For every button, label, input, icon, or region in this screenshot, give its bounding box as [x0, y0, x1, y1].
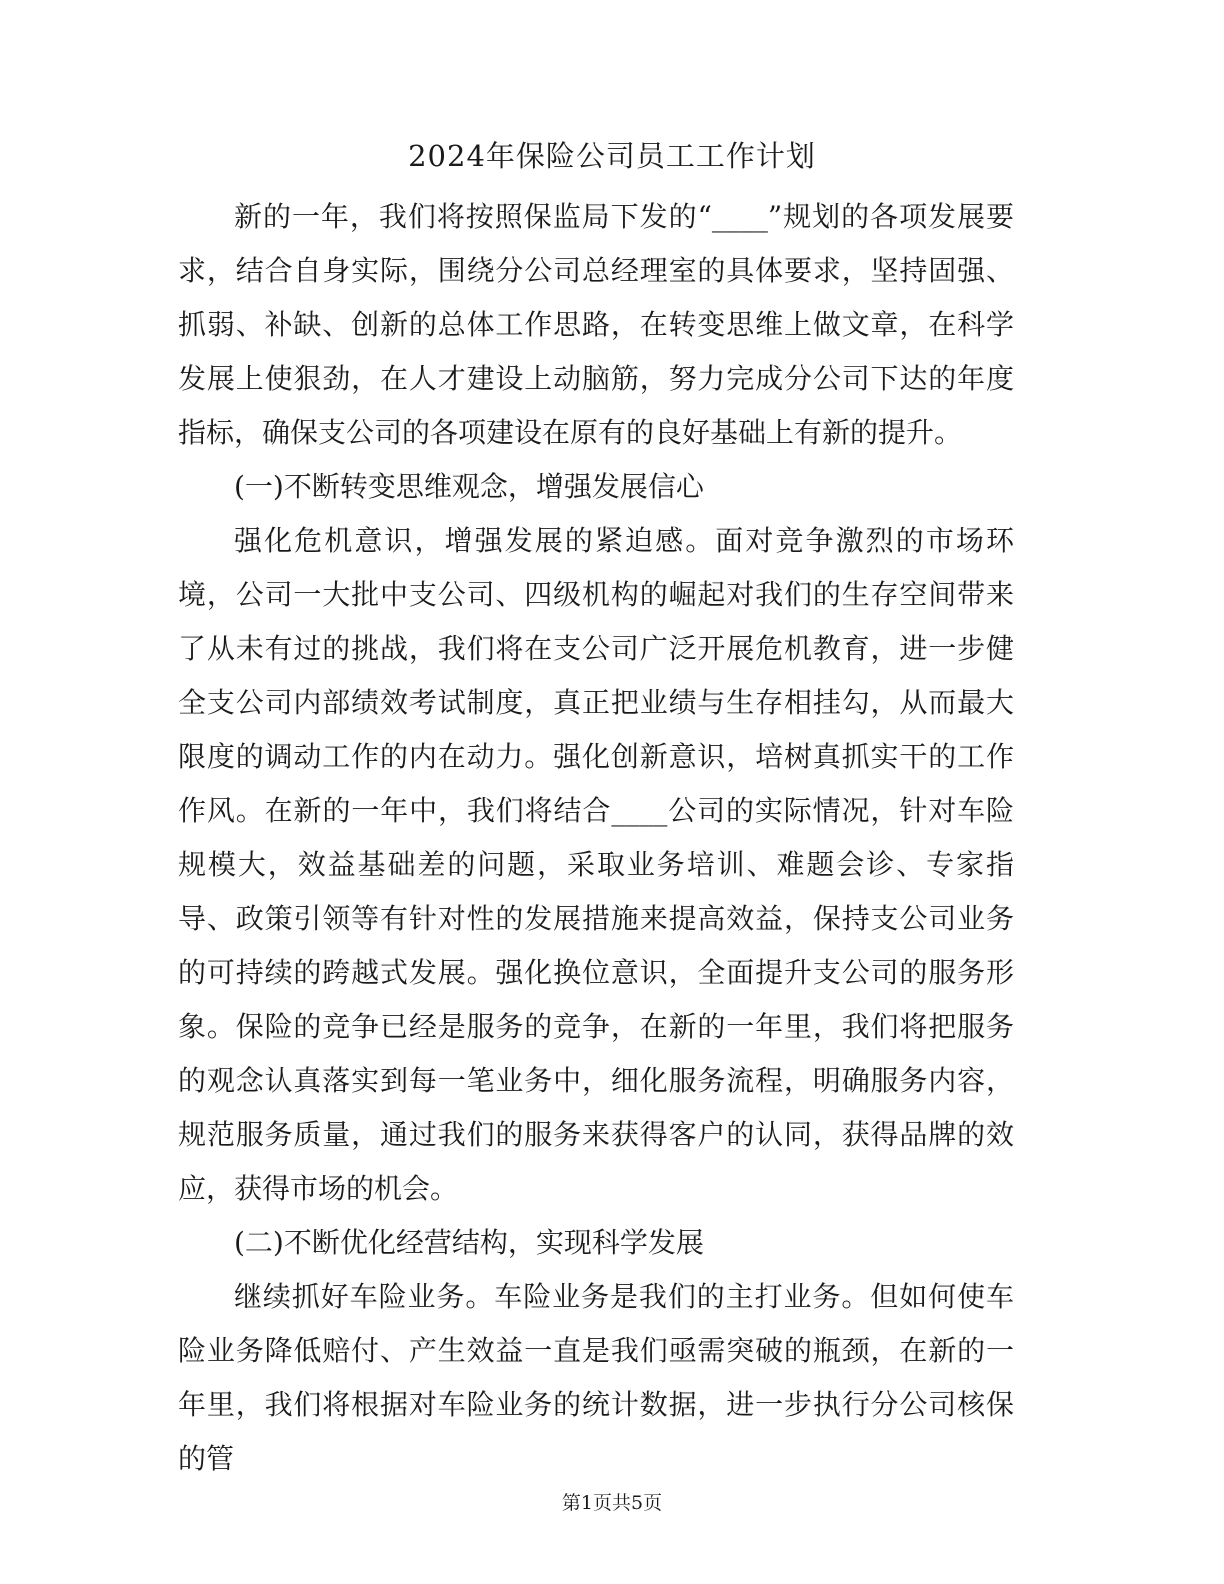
section-heading-2: (二)不断优化经营结构，实现科学发展: [234, 1226, 704, 1259]
section-heading-1: (一)不断转变思维观念，增强发展信心: [234, 470, 704, 503]
section-1-paragraph: 强化危机意识，增强发展的紧迫感。面对竞争激烈的市场环境，公司一大批中支公司、四级机构的崛起对我们的生存空间带来了从未有过的挑战，我们将在支公司广泛开展危机教育，进一步健全支公司内部绩效考试制度，真正把业绩与生存相挂勾，从而最大限度的调动工作的内在动力。强化创新意识，培树真抓实干的工作作风。在新的一年中，我们将结合____公司的实际情况，针对车险规模大，效益基础差的问题，采取业务培训、难题会诊、专家指导、政策引领等有针对性的发展措施来提高效益，保持支公司业务的可持续的跨越式发展。强化换位意识，全面提升支公司的服务形象。保险的竞争已经是服务的竞争，在新的一年里，我们将把服务的观念认真落实到每一笔业务中，细化服务流程，明确服务内容，规范服务质量，通过我们的服务来获得客户的认同，获得品牌的效应，获得市场的机会。: [178, 524, 1014, 1205]
intro-paragraph: 新的一年，我们将按照保监局下发的“____”规划的各项发展要求，结合自身实际，围绕分公司总经理室的具体要求，坚持固强、抓弱、补缺、创新的总体工作思路，在转变思维上做文章，在科学发展上使狠劲，在人才建设上动脑筋，努力完成分公司下达的年度指标，确保支公司的各项建设在原有的良好基础上有新的提升。: [178, 200, 1014, 449]
document-title: 2024年保险公司员工工作计划: [408, 139, 816, 173]
document-body: [178, 190, 1014, 1486]
section-2-paragraph: 继续抓好车险业务。车险业务是我们的主打业务。但如何使车险业务降低赔付、产生效益一直是我们亟需突破的瓶颈，在新的一年里，我们将根据对车险业务的统计数据，进一步执行分公司核保的管: [178, 1280, 1014, 1475]
page-number-footer: 第1页共5页: [561, 1492, 663, 1514]
